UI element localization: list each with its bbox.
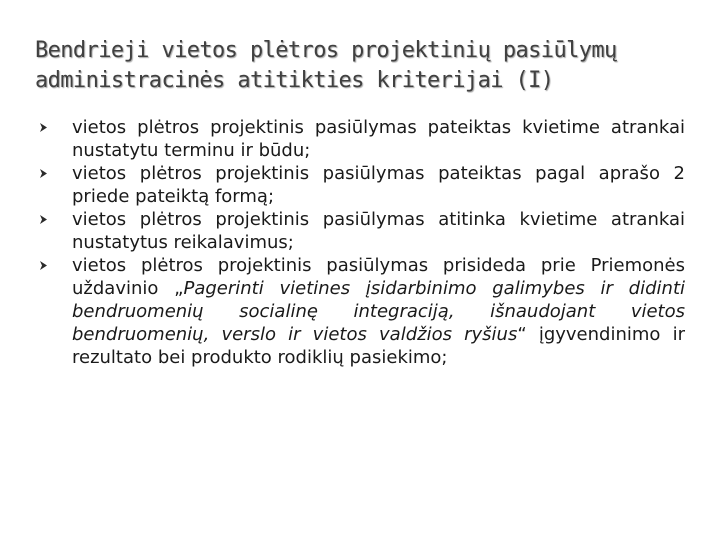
list-item: [40, 162, 685, 208]
criteria-list: [40, 116, 685, 369]
list-item: [40, 116, 685, 162]
slide-title: Bendrieji vietos plėtros projektinių pasiūlymų administracinės atitikties kriterijai (I): [35, 38, 617, 93]
list-item: [40, 254, 685, 369]
list-item-text: vietos plėtros projektinis pasiūlymas atitinka kvietime atrankai nustatytus reikalavimus;: [72, 209, 685, 253]
list-item-text-before: vietos plėtros projektinis pasiūlymas prisideda prie Priemonės uždavinio „: [72, 255, 685, 299]
arrow-bullet-icon: [40, 169, 47, 178]
arrow-bullet-icon: [40, 123, 47, 132]
list-item-text-italic: Pagerinti vietines įsidarbinimo galimybes ir didinti bendruomenių socialinę integraciją, išnaudojant vietos bendruomenių, verslo ir vietos valdžios ryšius: [72, 278, 685, 345]
arrow-bullet-icon: [40, 215, 47, 224]
list-item: [40, 208, 685, 254]
list-item-text-after: “ įgyvendinimo ir rezultato bei produkto rodiklių pasiekimo;: [72, 324, 685, 368]
arrow-bullet-icon: [40, 261, 47, 270]
list-item-text: vietos plėtros projektinis pasiūlymas pateiktas pagal aprašo 2 priede pateiktą formą;: [72, 163, 685, 207]
list-item-text: vietos plėtros projektinis pasiūlymas pateiktas kvietime atrankai nustatytu terminu ir būdu;: [72, 117, 685, 161]
